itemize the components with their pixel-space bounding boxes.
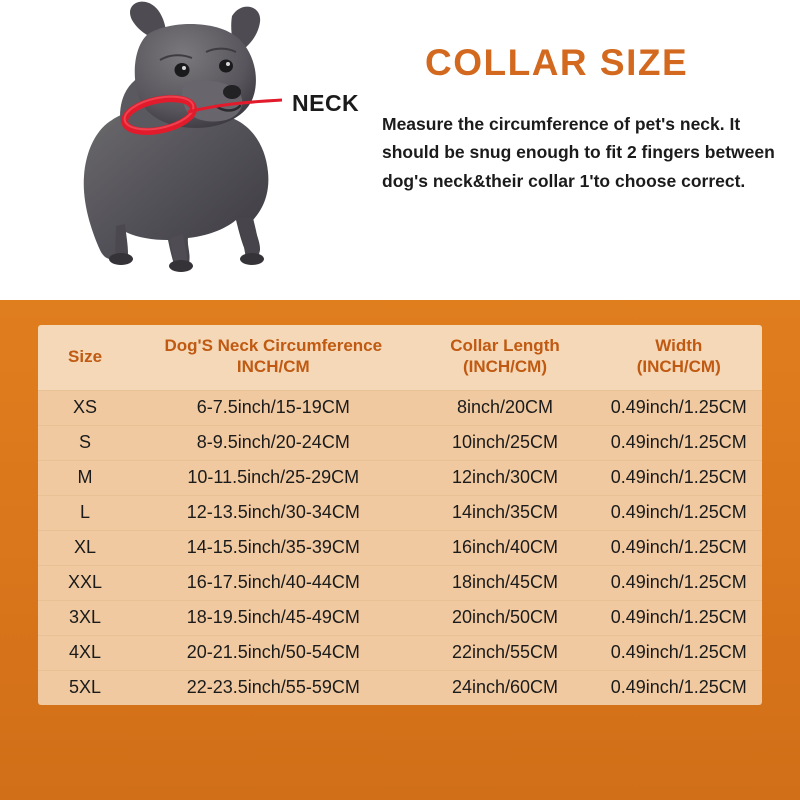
cell-length: 10inch/25CM: [414, 425, 595, 460]
cell-width: 0.49inch/1.25CM: [595, 600, 762, 635]
cell-neck: 8-9.5inch/20-24CM: [132, 425, 414, 460]
size-chart-table: [38, 325, 762, 705]
column-header-length: Collar Length (INCH/CM): [414, 325, 595, 390]
column-header-size: Size: [38, 325, 132, 390]
cell-length: 16inch/40CM: [414, 530, 595, 565]
header-section: [0, 0, 800, 300]
cell-size: XL: [38, 530, 132, 565]
cell-length: 24inch/60CM: [414, 670, 595, 705]
cell-size: XS: [38, 390, 132, 425]
table-row: [38, 495, 762, 530]
table-header-row: [38, 325, 762, 390]
table-row: [38, 530, 762, 565]
french-bulldog-icon: [20, 0, 370, 290]
cell-width: 0.49inch/1.25CM: [595, 390, 762, 425]
cell-size: 4XL: [38, 635, 132, 670]
intro-paragraph: Measure the circumference of pet's neck. It should be snug enough to fit 2 fingers between dog's neck&their collar 1'to choose correct.: [382, 114, 775, 191]
table-body: [38, 390, 762, 705]
cell-size: M: [38, 460, 132, 495]
neck-callout-label: NECK: [292, 90, 360, 116]
page-title: COLLAR SIZE: [425, 42, 689, 83]
cell-neck: 18-19.5inch/45-49CM: [132, 600, 414, 635]
cell-neck: 6-7.5inch/15-19CM: [132, 390, 414, 425]
table-row: [38, 425, 762, 460]
cell-size: S: [38, 425, 132, 460]
cell-neck: 10-11.5inch/25-29CM: [132, 460, 414, 495]
cell-size: XXL: [38, 565, 132, 600]
cell-length: 22inch/55CM: [414, 635, 595, 670]
cell-neck: 20-21.5inch/50-54CM: [132, 635, 414, 670]
cell-length: 12inch/30CM: [414, 460, 595, 495]
cell-neck: 16-17.5inch/40-44CM: [132, 565, 414, 600]
cell-neck: 12-13.5inch/30-34CM: [132, 495, 414, 530]
table-row: [38, 460, 762, 495]
cell-neck: 22-23.5inch/55-59CM: [132, 670, 414, 705]
table-row: [38, 565, 762, 600]
cell-neck: 14-15.5inch/35-39CM: [132, 530, 414, 565]
cell-size: L: [38, 495, 132, 530]
table-header: [38, 325, 762, 390]
table-row: [38, 670, 762, 705]
cell-length: 14inch/35CM: [414, 495, 595, 530]
cell-width: 0.49inch/1.25CM: [595, 495, 762, 530]
cell-length: 8inch/20CM: [414, 390, 595, 425]
table-row: [38, 600, 762, 635]
dog-illustration: [20, 0, 370, 285]
cell-size: 3XL: [38, 600, 132, 635]
table-row: [38, 390, 762, 425]
column-header-width: Width (INCH/CM): [595, 325, 762, 390]
cell-width: 0.49inch/1.25CM: [595, 425, 762, 460]
cell-width: 0.49inch/1.25CM: [595, 565, 762, 600]
cell-size: 5XL: [38, 670, 132, 705]
cell-width: 0.49inch/1.25CM: [595, 670, 762, 705]
cell-width: 0.49inch/1.25CM: [595, 530, 762, 565]
size-table: [38, 325, 762, 705]
cell-length: 18inch/45CM: [414, 565, 595, 600]
cell-length: 20inch/50CM: [414, 600, 595, 635]
cell-width: 0.49inch/1.25CM: [595, 635, 762, 670]
table-row: [38, 635, 762, 670]
cell-width: 0.49inch/1.25CM: [595, 460, 762, 495]
column-header-neck: Dog'S Neck Circumference INCH/CM: [132, 325, 414, 390]
